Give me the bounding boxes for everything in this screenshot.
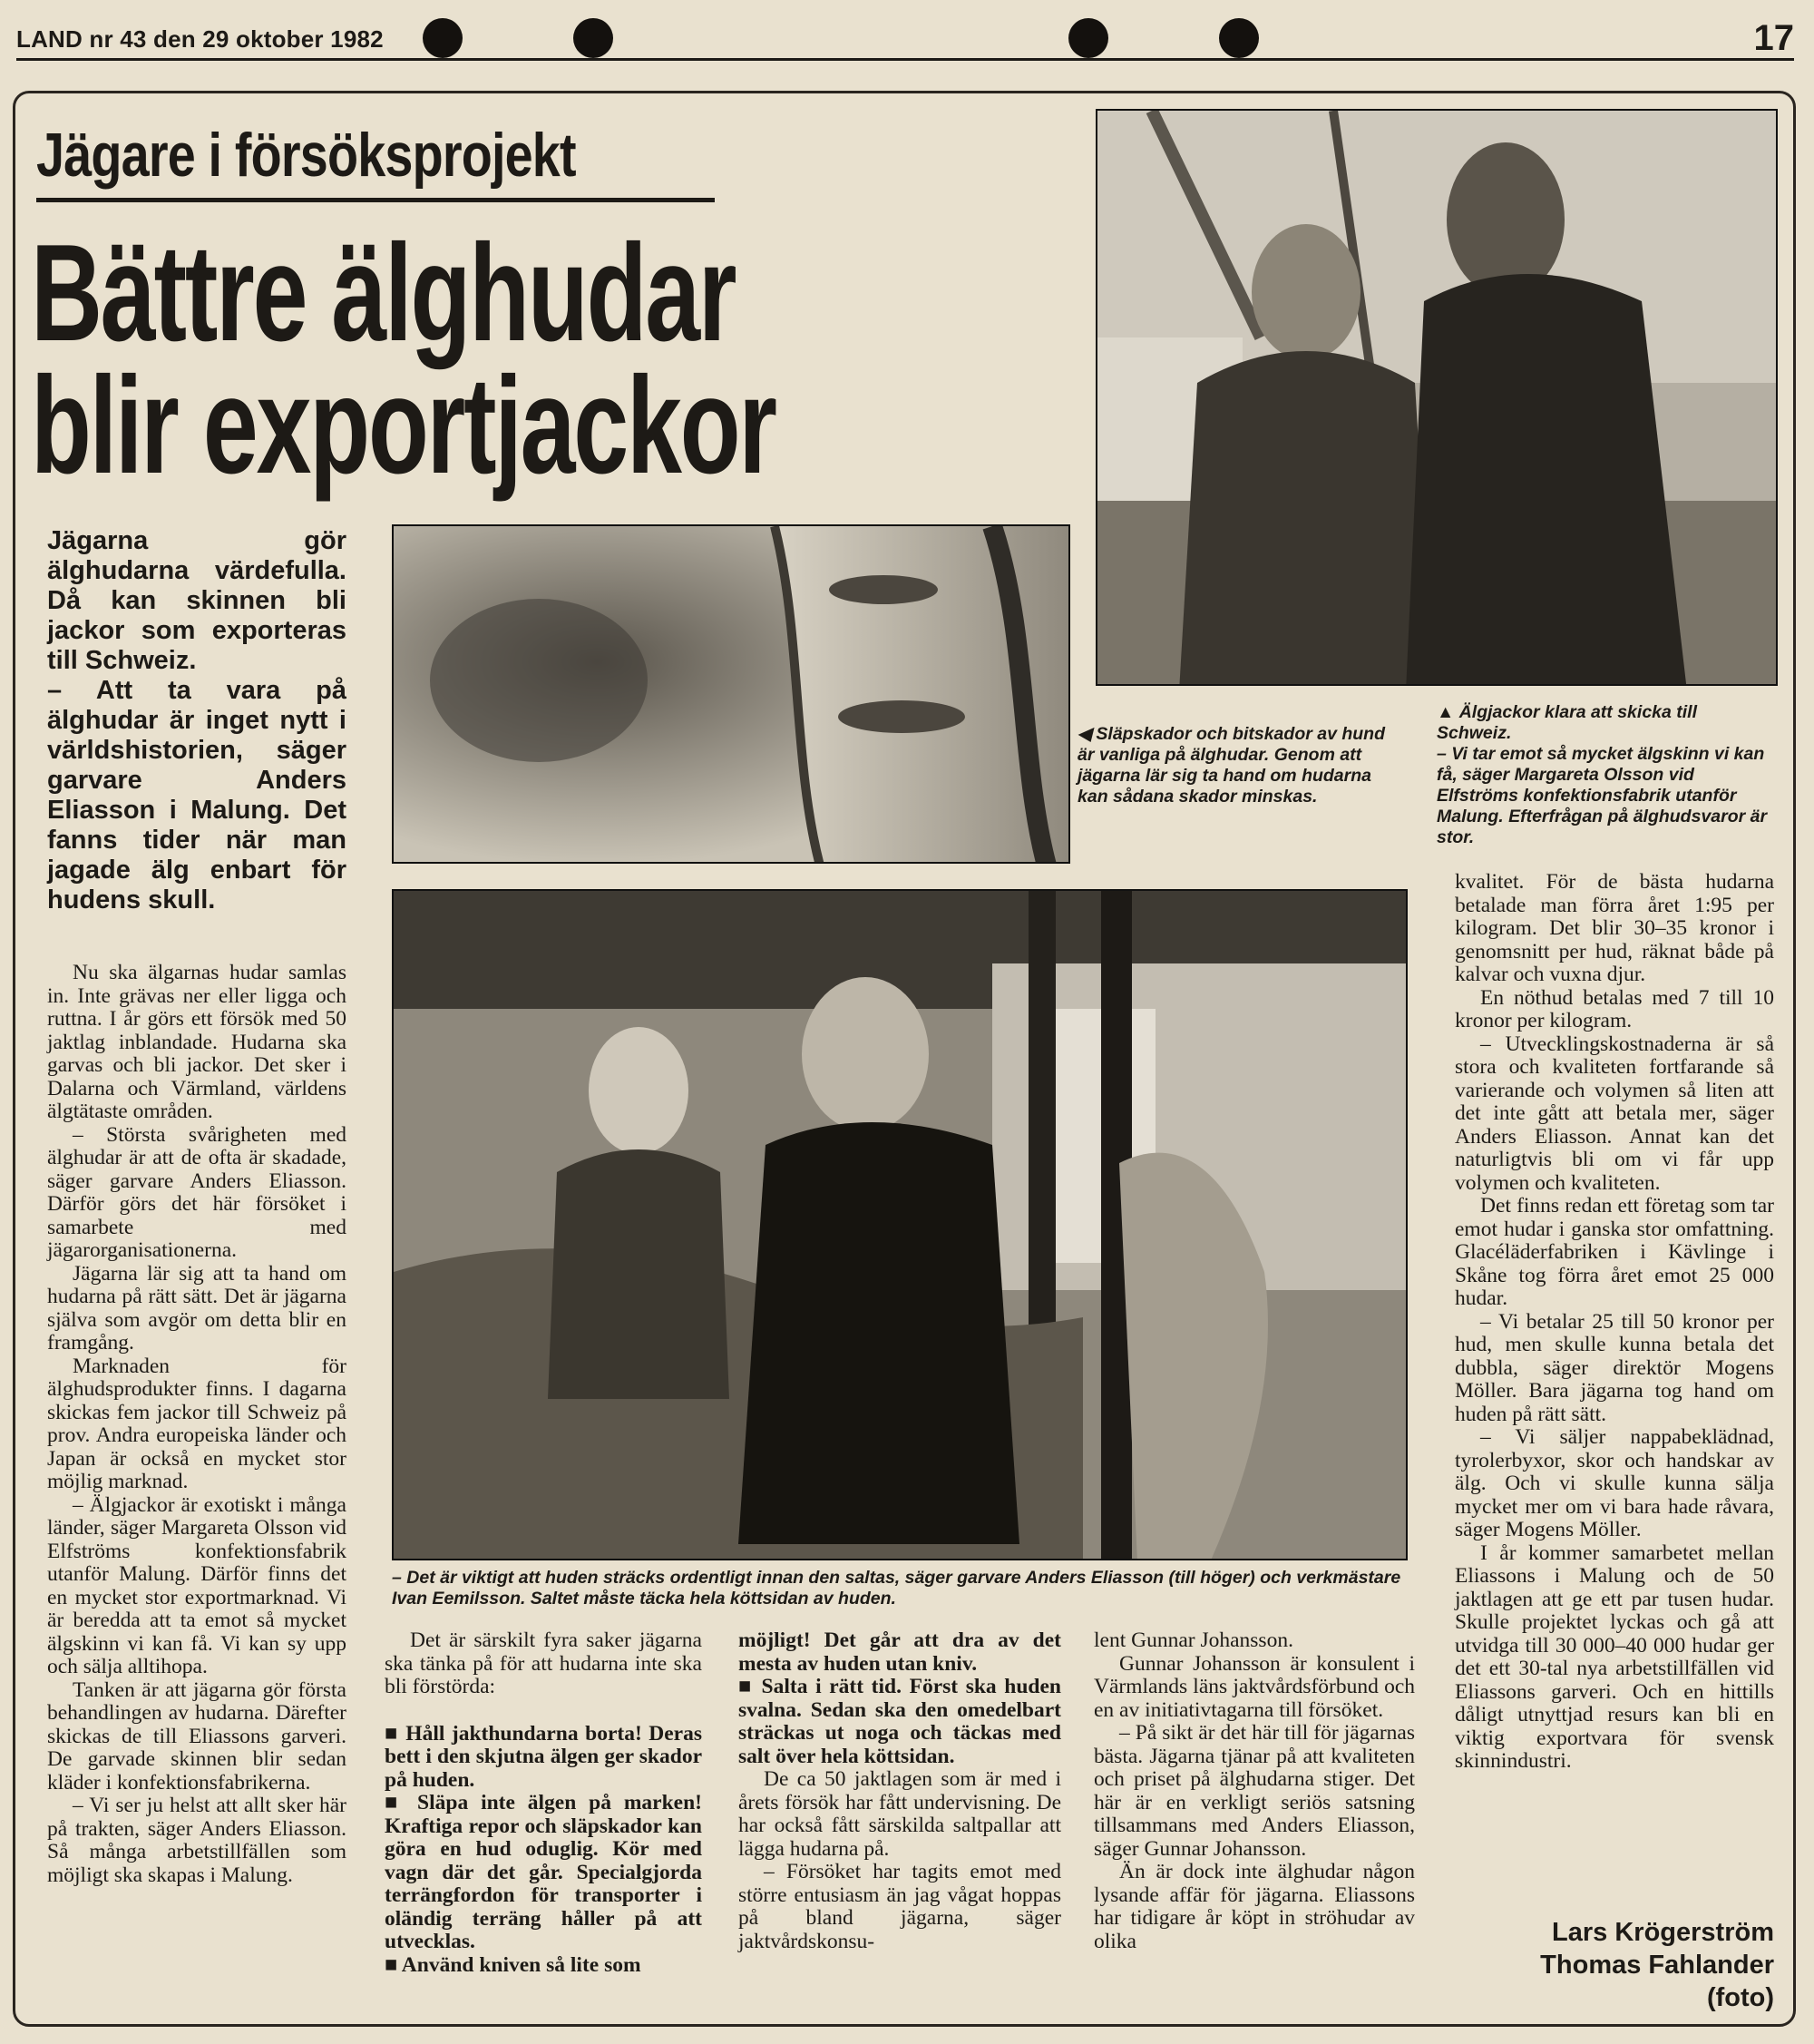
checklist-item: ■ Släpa inte älgen på marken! Kraftiga repor och släpskador kan göra en hud oduglig. Kör med vagn där det går. Specialgjorda terrängfordon för transporter i oländig terräng håller på att utvecklas. <box>385 1791 702 1953</box>
caption-moose-hide <box>1078 724 1404 807</box>
kicker-underline <box>36 198 715 202</box>
paragraph: Det finns redan ett företag som tar emot hudar i ganska stor omfattning. Glacéläderfabriken i Kävlinge i Skåne tog förra året emot 25 000 hudar. <box>1455 1194 1774 1310</box>
checklist-item: ■ Salta i rätt tid. Först ska huden svalna. Sedan ska den omedelbart sträckas ut noga och täckas med salt över hela köttsidan. <box>738 1675 1061 1768</box>
lead-text: Jägarna gör älghudarna värdefulla. Då kan skinnen bli jackor som exporteras till Schweiz. <box>47 526 346 675</box>
checklist-item: möjligt! Det går att dra av det mesta av huden utan kniv. <box>738 1628 1061 1676</box>
binder-hole-icon <box>423 18 463 58</box>
paragraph: kvalitet. För de bästa hudarna betalade man förra året 1:95 per kilogram. Det blir 30–35 kronor i genomsnitt per hud, räknat både på kalvar och vuxna djur. <box>1455 870 1774 986</box>
photo-tannery <box>392 889 1408 1560</box>
paragraph: – Försöket har tagits emot med större entusiasm än jag vågat hoppas på bland jägarna, säger jaktvårdskonsu- <box>738 1860 1061 1953</box>
headline <box>31 216 775 503</box>
lead-paragraph <box>47 526 346 915</box>
caption-moose-jackets <box>1437 702 1776 848</box>
paragraph: – På sikt är det här till för jägarnas bästa. Jägarna tjänar på att kvaliteten och priset på älghudarna stiger. Det här är en verkligt seriös satsning tillsammans med Anders Eliasson, säger Gunnar Johansson. <box>1094 1721 1415 1861</box>
caption-text: – Det är viktigt att huden sträcks ordentligt innan den saltas, säger garvare Anders Eliasson (till höger) och verkmästare Ivan Eemilsson. Saltet måste täcka hela köttsidan av huden. <box>392 1568 1401 1609</box>
caption-text: – Vi tar emot så mycket älgskinn vi kan få, säger Margareta Olsson vid Elfströms konfektionsfabrik utanför Malung. Efterfrågan på älghudsvaror är stor. <box>1437 744 1768 847</box>
paragraph: – Utvecklingskostnaderna är så stora och kvaliteten fortfarande så varierande och volymen så liten att det inte gått att betala mer, säger Anders Eliasson. Annat kan det naturligtvis bli om vi får upp volymen och kvaliteten. <box>1455 1032 1774 1195</box>
binder-hole-icon <box>573 18 613 58</box>
author-name: Lars Krögerström <box>1552 1918 1774 1947</box>
caption-text: ▲ Älgjackor klara att skicka till Schweiz. <box>1437 702 1698 743</box>
column-5 <box>1455 871 1774 1774</box>
byline <box>1540 1916 1774 2014</box>
header-rule <box>16 58 1794 61</box>
paragraph: De ca 50 jaktlagen som är med i årets försök har fått undervisning. De har också fått särskilda saltpallar att lägga hudarna på. <box>738 1767 1061 1861</box>
checklist-item: ■ Använd kniven så lite som <box>385 1952 641 1977</box>
photo-credit-label: (foto) <box>1706 1983 1774 2012</box>
paragraph: Gunnar Johansson är konsulent i Värmlands läns jaktvårdsförbund och en av initiativtagarna till försöket. <box>1094 1651 1415 1722</box>
column-3 <box>738 1629 1061 1953</box>
caption-text: ◀ Släpskador och bitskador av hund är vanliga på älghudar. Genom att jägarna lär sig ta hand om hudarna kan sådana skador minskas. <box>1078 724 1385 807</box>
paragraph: Marknaden för älghudsprodukter finns. I dagarna skickas fem jackor till Schweiz på prov. Andra europeiska länder och Japan är också en mycket stor möjlig marknad. <box>47 1354 346 1493</box>
lead-text: – Att ta vara på älghudar är inget nytt i världshistorien, säger garvare Anders Eliasson i Malung. Det fanns tider när man jagade älg enbart för hudens skull. <box>47 676 346 914</box>
paragraph: Än är dock inte älghudar någon lysande affär för jägarna. Eliassons har tidigare år köpt in ströhudar av olika <box>1094 1860 1415 1953</box>
paragraph: – Vi betalar 25 till 50 kronor per hud, men skulle kunna betala det dubbla, säger direktör Mogens Möller. Bara jägarna tog hand om huden på rätt sätt. <box>1455 1309 1774 1426</box>
kicker: Jägare i försöksprojekt <box>36 121 576 190</box>
headline-line: Bättre älghudar <box>31 216 736 370</box>
caption-tannery <box>392 1568 1408 1609</box>
photo-moose-hide <box>392 524 1070 864</box>
binder-hole-icon <box>1068 18 1108 58</box>
paragraph: Det är särskilt fyra saker jägarna ska tänka på för att hudarna inte ska bli förstörda: <box>385 1628 702 1698</box>
headline-line: blir exportjackor <box>31 348 775 503</box>
paragraph: – Vi ser ju helst att allt sker här på trakten, säger Anders Eliasson. Så många arbetstillfällen som möjligt ska skapas i Malung. <box>47 1794 346 1887</box>
page-number: 17 <box>1753 18 1794 58</box>
paragraph: – Största svårigheten med älghudar är att de ofta är skadade, säger garvare Anders Eliasson. Därför görs det här försöket i samarbete med jägarorganisationerna. <box>47 1122 346 1262</box>
paragraph: – Vi säljer nappabeklädnad, tyrolerbyxor, skor och handskar av älg. Och vi skulle kunna sälja mycket mer om vi bara hade råvara, säger Mogens Möller. <box>1455 1425 1774 1541</box>
binder-hole-icon <box>1219 18 1259 58</box>
masthead: LAND nr 43 den 29 oktober 1982 <box>16 25 384 53</box>
column-4 <box>1094 1629 1415 1953</box>
paragraph: Tanken är att jägarna gör första behandlingen av hudarna. Därefter skickas de till Eliassons garveri. De garvade skinnen blir sedan kläder i konfektionsfabrikerna. <box>47 1677 346 1795</box>
photo-moose-jackets <box>1096 109 1778 686</box>
paragraph: – Älgjackor är exotiskt i många länder, säger Margareta Olsson vid Elfströms konfektionsfabrik utanför Malung. Därför finns det en mycket stor exportmarknad. Vi är beredda att ta emot så mycket älgskinn vi kan få. Vi kan sy upp och sälja alltihopa. <box>47 1492 346 1678</box>
paragraph: En nöthud betalas med 7 till 10 kronor per kilogram. <box>1455 985 1774 1032</box>
paragraph: Nu ska älgarnas hudar samlas in. Inte grävas ner eller ligga och ruttna. I år görs ett försök med 50 jaktlag inblandade. Hudarna ska garvas och bli jackor. Det sker i Dalarna och Värmland, världens älgtätaste områden. <box>47 961 346 1123</box>
paragraph: lent Gunnar Johansson. <box>1094 1628 1293 1652</box>
column-2 <box>385 1629 702 1977</box>
paragraph: I år kommer samarbetet mellan Eliassons i Malung och de 50 jaktlagen att ge ett par tusen hudar. Skulle projektet lyckas och gå att utvidga till 30 000–40 000 hudar ger det ett 30-tal nya arbetstillfällen vid Eliassons garveri. Och en hittills dåligt utnyttjad resurs kan bli en viktig exportvara för svensk skinnindustri. <box>1455 1540 1774 1773</box>
checklist-item: ■ Håll jakthundarna borta! Deras bett i den skjutna älgen ger skador på huden. <box>385 1721 702 1792</box>
photographer-name: Thomas Fahlander <box>1540 1951 1774 1980</box>
paragraph: Jägarna lär sig att ta hand om hudarna på rätt sätt. Det är jägarna själva som avgör om detta blir en framgång. <box>47 1261 346 1355</box>
column-1 <box>47 962 346 1887</box>
